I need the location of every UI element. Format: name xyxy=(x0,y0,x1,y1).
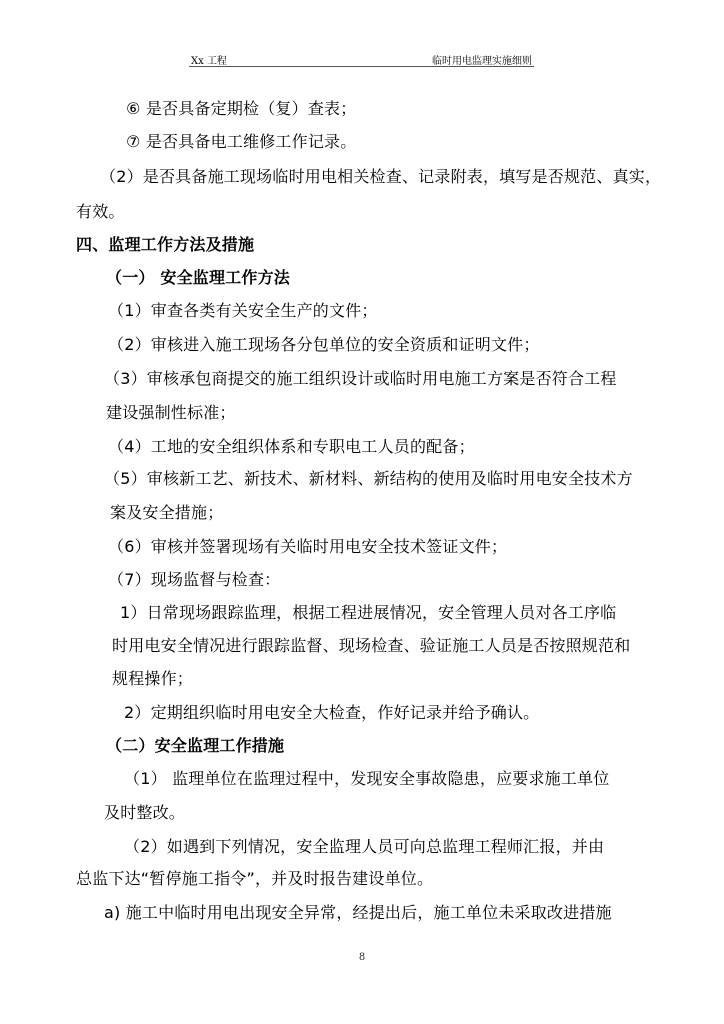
paragraph-line: ⑥ 是否具备定期检（复）查表； xyxy=(126,99,357,118)
paragraph-line: 总监下达“暂停施工指令”，并及时报告建设单位。 xyxy=(76,869,434,888)
paragraph-line: 及时整改。 xyxy=(104,803,186,822)
paragraph-line: ⑦ 是否具备电工维修工作记录。 xyxy=(126,132,357,151)
paragraph-line: 1）日常现场跟踪监理，根据工程进展情况，安全管理人员对各工序临 xyxy=(120,603,617,622)
paragraph-line: 案及安全措施； xyxy=(110,503,224,522)
paragraph-line: （4）工地的安全组织体系和专职电工人员的配备； xyxy=(108,437,475,456)
paragraph-line: （1）审查各类有关安全生产的文件； xyxy=(108,301,378,320)
paragraph-line: （2）是否具备施工现场临时用电相关检查、记录附表，填写是否规范、真实， xyxy=(100,167,662,186)
section-heading: （一） 安全监理工作方法 xyxy=(106,268,290,287)
paragraph-line: （6）审核并签署现场有关临时用电安全技术签证文件； xyxy=(108,537,508,556)
page-number: 8 xyxy=(358,952,366,963)
header-document-title: 临时用电监理实施细则 xyxy=(432,56,532,67)
paragraph-line: 建设强制性标准； xyxy=(106,403,236,422)
paragraph-line: 2）定期组织临时用电安全大检查，作好记录并给予确认。 xyxy=(124,703,540,722)
section-heading: 四、监理工作方法及措施 xyxy=(76,235,255,254)
paragraph-line: （5）审核新工艺、新技术、新材料、新结构的使用及临时用电安全技术方 xyxy=(104,469,633,488)
section-heading: （二）安全监理工作措施 xyxy=(106,736,285,755)
paragraph-line: （1） 监理单位在监理过程中，发现安全事故隐患，应要求施工单位 xyxy=(124,769,610,788)
page-header xyxy=(189,50,534,67)
header-project-name: Xx 工程 xyxy=(191,56,227,67)
paragraph-line: （2）如遇到下列情况，安全监理人员可向总监理工程师汇报，并由 xyxy=(124,837,605,856)
paragraph-line: （3）审核承包商提交的施工组织设计或临时用电施工方案是否符合工程 xyxy=(104,369,617,388)
paragraph-line: a) 施工中临时用电出现安全异常，经提出后，施工单位未采取改进措施 xyxy=(104,903,612,922)
paragraph-line: 有效。 xyxy=(76,202,125,221)
paragraph-line: （2）审核进入施工现场各分包单位的安全资质和证明文件； xyxy=(108,335,540,354)
paragraph-line: 时用电安全情况进行跟踪监督、现场检查、验证施工人员是否按照规范和 xyxy=(112,636,631,655)
paragraph-line: （7）现场监督与检查： xyxy=(108,570,281,589)
paragraph-line: 规程操作； xyxy=(112,669,194,688)
